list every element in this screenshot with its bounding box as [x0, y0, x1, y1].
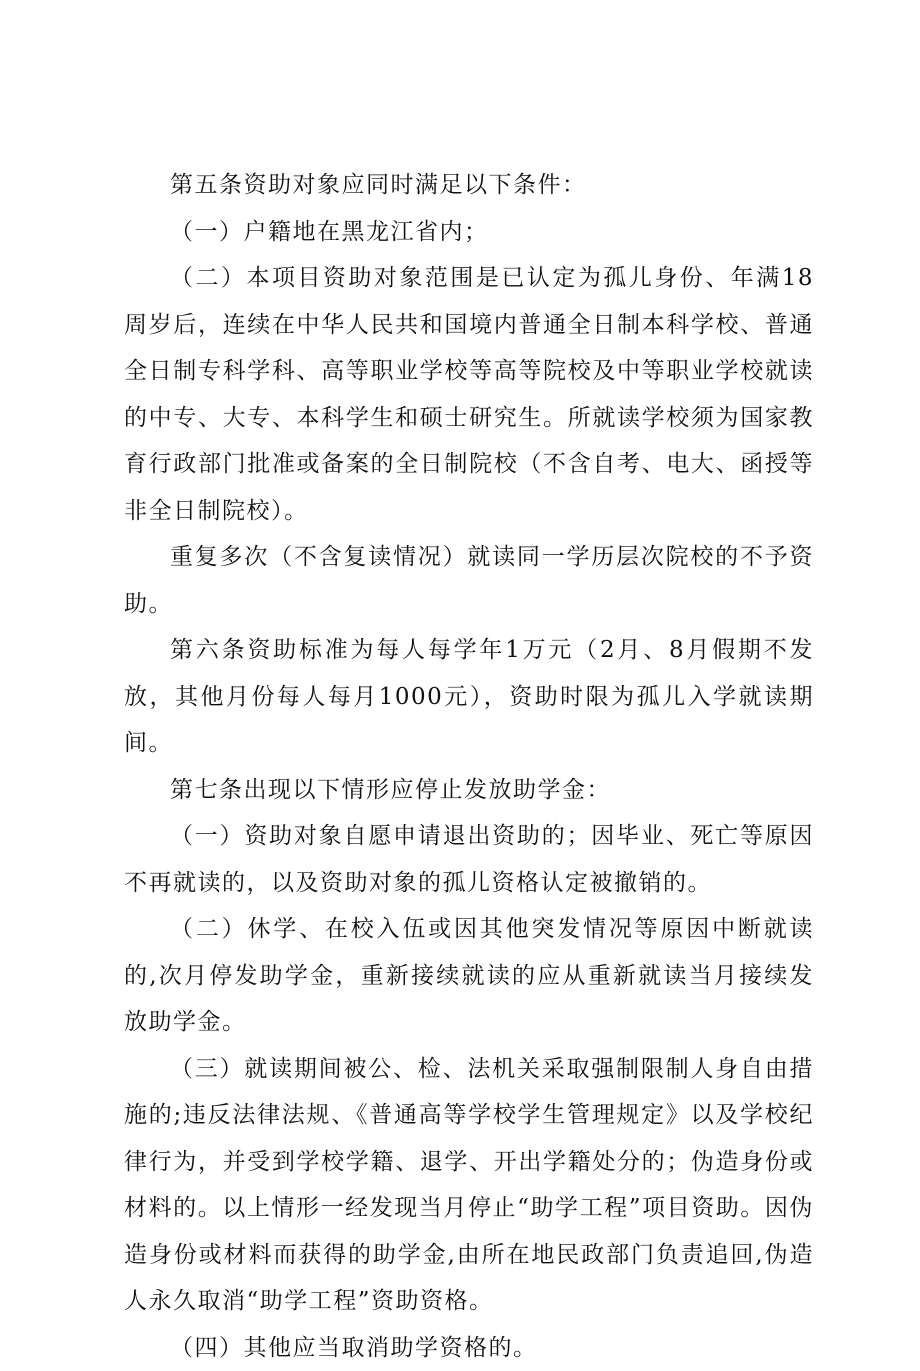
document-body	[124, 162, 814, 1371]
paragraph-stop-4: （四）其他应当取消助学资格的。	[124, 1325, 814, 1371]
paragraph-article-6: 第六条资助标准为每人每学年1万元（2月、8月假期不发放，其他月份每人每月1000元），资助时限为孤儿入学就读期间。	[124, 627, 814, 767]
paragraph-article-7: 第七条出现以下情形应停止发放助学金：	[124, 767, 814, 814]
paragraph-condition-2: （二）本项目资助对象范围是已认定为孤儿身份、年满18周岁后，连续在中华人民共和国境内普通全日制本科学校、普通全日制专科学科、高等职业学校等高等院校及中等职业学校就读的中专、大专、本科学生和硕士研究生。所就读学校须为国家教育行政部门批准或备案的全日制院校（不含自考、电大、函授等非全日制院校）。	[124, 255, 814, 534]
paragraph-stop-3: （三）就读期间被公、检、法机关采取强制限制人身自由措施的;违反法律法规、《普通高等学校学生管理规定》以及学校纪律行为，并受到学校学籍、退学、开出学籍处分的；伪造身份或材料的。以上情形一经发现当月停止“助学工程”项目资助。因伪造身份或材料而获得的助学金,由所在地民政部门负责追回,伪造人永久取消“助学工程”资助资格。	[124, 1046, 814, 1325]
paragraph-repeat-study: 重复多次（不含复读情况）就读同一学历层次院校的不予资助。	[124, 534, 814, 627]
paragraph-article-5: 第五条资助对象应同时满足以下条件：	[124, 162, 814, 209]
paragraph-condition-1: （一）户籍地在黑龙江省内；	[124, 209, 814, 256]
paragraph-stop-1: （一）资助对象自愿申请退出资助的；因毕业、死亡等原因不再就读的，以及资助对象的孤儿资格认定被撤销的。	[124, 813, 814, 906]
paragraph-stop-2: （二）休学、在校入伍或因其他突发情况等原因中断就读的,次月停发助学金，重新接续就读的应从重新就读当月接续发放助学金。	[124, 906, 814, 1046]
